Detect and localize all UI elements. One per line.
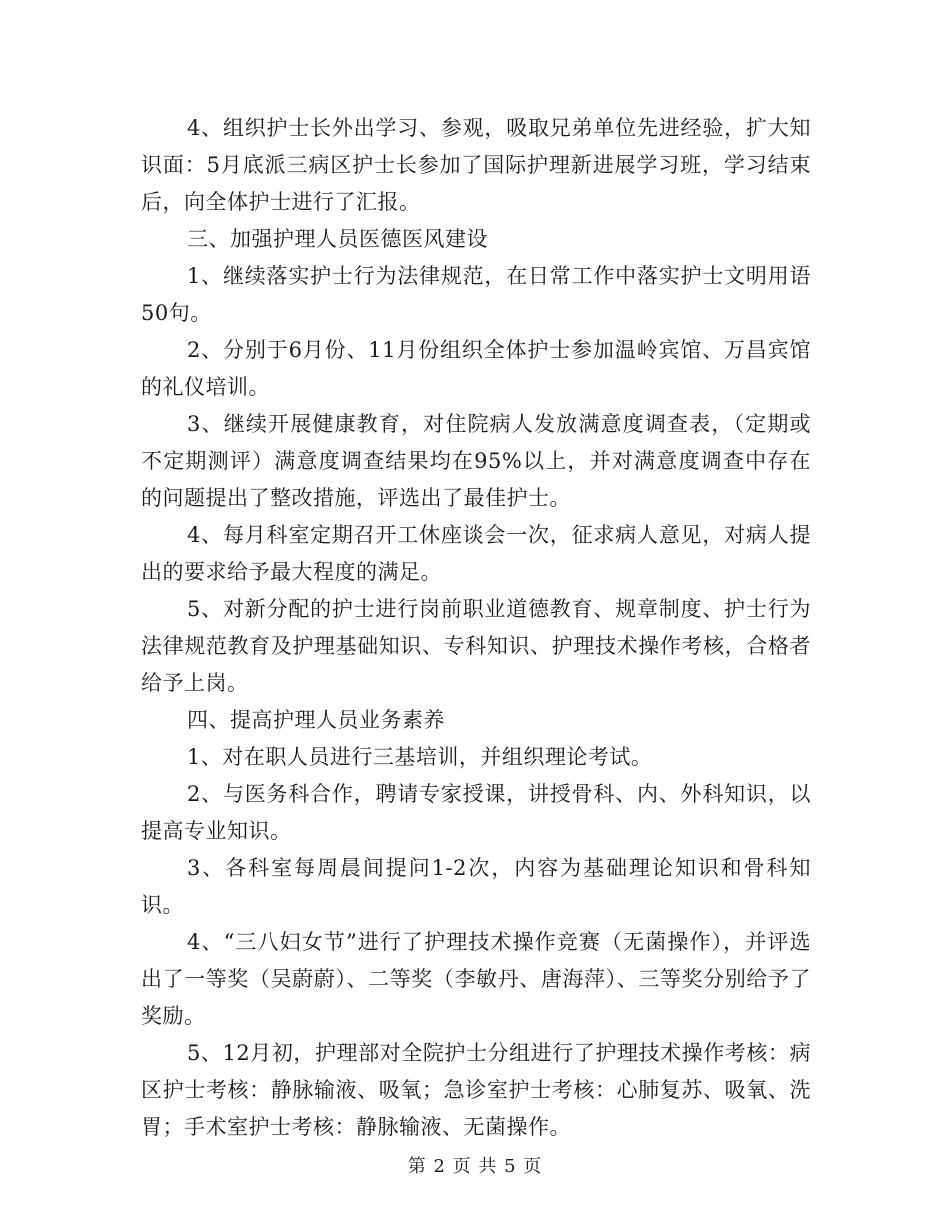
paragraph-item-2-lectures: 2、与医务科合作，聘请专家授课，讲授骨科、内、外科知识，以提高专业知识。 xyxy=(141,782,811,843)
paragraph-item-4-study: 4、组织护士长外出学习、参观，吸取兄弟单位先进经验，扩大知识面：5月底派三病区护士长参加了国际护理新进展学习班，学习结束后，向全体护士进行了汇报。 xyxy=(141,116,811,214)
paragraph-item-3-questions: 3、各科室每周晨间提问1-2次，内容为基础理论知识和骨科知识。 xyxy=(141,856,811,917)
section-heading-skills: 四、提高护理人员业务素养 xyxy=(187,708,445,732)
paragraph-item-4-forum: 4、每月科室定期召开工休座谈会一次，征求病人意见，对病人提出的要求给予最大程度的满足。 xyxy=(141,523,811,584)
paragraph-item-4-competition: 4、“三八妇女节”进行了护理技术操作竞赛（无菌操作），并评选出了一等奖（吴蔚蔚）、二等奖（李敏丹、唐海萍）、三等奖分别给予了奖励。 xyxy=(141,930,811,1028)
paragraph-item-1-training: 1、对在职人员进行三基培训，并组织理论考试。 xyxy=(187,745,653,769)
paragraph-item-1-conduct: 1、继续落实护士行为法律规范，在日常工作中落实护士文明用语50句。 xyxy=(141,264,811,325)
section-heading-ethics: 三、加强护理人员医德医风建设 xyxy=(187,227,488,251)
page-number-footer: 第 2 页 共 5 页 xyxy=(407,1156,543,1177)
paragraph-item-3-health-education: 3、继续开展健康教育，对住院病人发放满意度调查表，（定期或不定期测评）满意度调查结果均在95%以上，并对满意度调查中存在的问题提出了整改措施，评选出了最佳护士。 xyxy=(141,412,811,510)
paragraph-item-5-new-nurses: 5、对新分配的护士进行岗前职业道德教育、规章制度、护士行为法律规范教育及护理基础知识、专科知识、护理技术操作考核，合格者给予上岗。 xyxy=(141,597,811,695)
paragraph-item-5-assessment: 5、12月初，护理部对全院护士分组进行了护理技术操作考核：病区护士考核：静脉输液、吸氧；急诊室护士考核：心肺复苏、吸氧、洗胃；手术室护士考核：静脉输液、无菌操作。 xyxy=(141,1041,811,1139)
document-body xyxy=(141,110,811,1146)
paragraph-item-2-etiquette: 2、分别于6月份、11月份组织全体护士参加温岭宾馆、万昌宾馆的礼仪培训。 xyxy=(141,338,811,399)
